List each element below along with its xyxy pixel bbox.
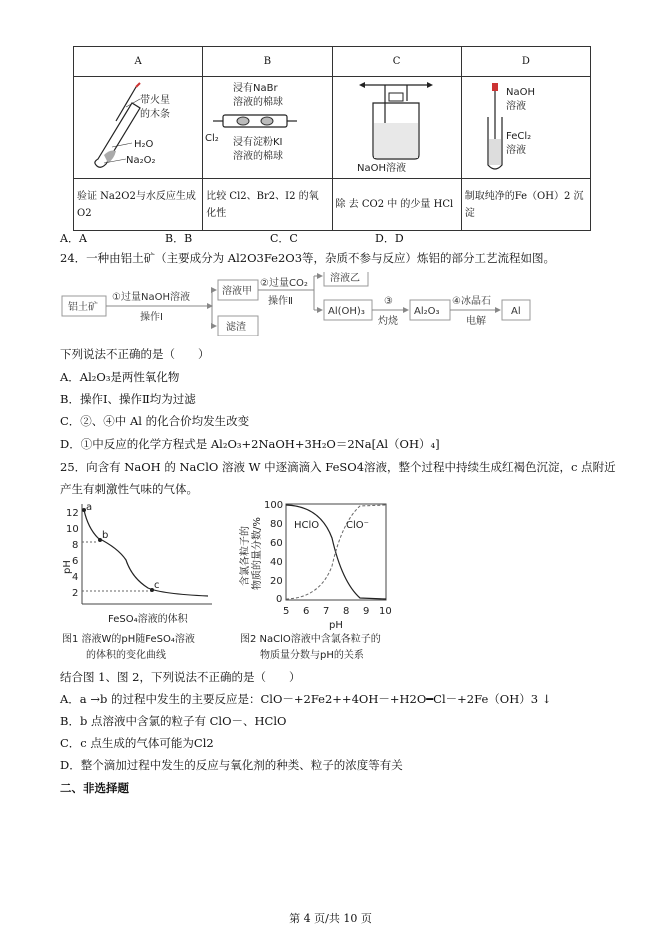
fig1-ytick-10: 10 (66, 524, 79, 535)
q23-choice-c[interactable]: C．C (270, 232, 298, 245)
fig1-ylabel: pH (62, 560, 73, 574)
q24-option-b[interactable]: B．操作Ⅰ、操作Ⅱ均为过滤 (60, 392, 196, 406)
label-a-2: 的木条 (140, 109, 171, 120)
label-b-3: Cl₂ (205, 133, 220, 144)
fig1-caption-2: 的体积的变化曲线 (86, 650, 166, 661)
flow-op2: 操作Ⅱ (268, 296, 293, 307)
fig2-ytick-100: 100 (264, 500, 284, 511)
fig1-ytick-6: 6 (72, 556, 79, 567)
label-b-4: 浸有淀粉KI (233, 137, 283, 148)
flow-sol-b: 溶液乙 (330, 273, 360, 284)
q24-flow-diagram (60, 272, 540, 336)
apparatus-d (461, 77, 590, 179)
fig2-ytick-20: 20 (270, 576, 283, 587)
flow-sol-a: 溶液甲 (222, 286, 252, 297)
label-d-3: FeCl₂ (505, 131, 532, 142)
fig2-ytick-80: 80 (270, 519, 283, 530)
q23-choices (60, 230, 480, 246)
q25-prompt: 结合图 1、图 2，下列说法不正确的是（ ） (60, 670, 301, 684)
q24-option-c[interactable]: C．②、④中 Al 的化合价均发生改变 (60, 414, 250, 428)
desc-a: 验证 Na2O2与水反应生成 O2 (74, 179, 203, 231)
q24-option-d[interactable]: D．①中反应的化学方程式是 Al₂O₃+2NaOH+3H₂O＝2Na[Al（OH）₄] (60, 437, 440, 451)
flow-al: Al (511, 306, 521, 317)
fe-hydroxide-tube-diagram (462, 77, 590, 175)
label-b-1: 浸有NaBr (233, 83, 278, 94)
flow-op1: 操作Ⅰ (140, 312, 163, 323)
fig2-xtick-10: 10 (379, 606, 392, 617)
flow-step4: ④冰晶石 (452, 296, 491, 307)
flow-step1: ①过量NaOH溶液 (112, 292, 190, 303)
label-a-1: 带火星 (140, 95, 171, 106)
q25-stem-1: 25．向含有 NaOH 的 NaClO 溶液 W 中逐滴滴入 FeSO4溶液，整个过程中持续生成红褐色沉淀，c 点附近 (60, 460, 616, 474)
fig1-ytick-2: 2 (72, 588, 79, 599)
fig2-xlabel: pH (329, 620, 343, 631)
halogen-tube-diagram (203, 77, 331, 175)
q23-choice-b[interactable]: B．B (165, 232, 193, 245)
test-tube-splint-diagram (74, 77, 202, 175)
label-c-1: NaOH溶液 (356, 163, 406, 174)
apparatus-a (74, 77, 203, 179)
fig2-xtick-8: 8 (343, 606, 350, 617)
fig2-ytick-40: 40 (270, 557, 283, 568)
fig1-ph-curve (84, 510, 208, 596)
flow-burn: 灼烧 (378, 316, 398, 327)
q25-option-d[interactable]: D．整个滴加过程中发生的反应与氧化剂的种类、粒子的浓度等有关 (60, 758, 403, 772)
flow-residue: 滤渣 (226, 322, 246, 333)
fig1-ytick-4: 4 (72, 572, 79, 583)
flow-electro: 电解 (466, 316, 486, 327)
flow-step3: ③ (384, 296, 393, 307)
fig2-series-hclo: HClO (294, 520, 320, 531)
fig2-caption-2: 物质量分数与pH的关系 (260, 650, 364, 661)
flow-ore: 铝土矿 (68, 302, 98, 313)
header-c: C (332, 47, 461, 77)
label-a-3: H₂O (134, 139, 154, 150)
gas-wash-bottle-diagram (333, 77, 461, 175)
desc-c: 除 去 CO2 中 的少量 HCl (332, 179, 461, 231)
flow-step2: ②过量CO₂ (260, 278, 308, 289)
fig2-xtick-9: 9 (363, 606, 370, 617)
label-d-4: 溶液 (505, 145, 526, 156)
desc-d: 制取纯净的Fe（OH）2 沉淀 (461, 179, 590, 231)
q25-option-c[interactable]: C．c 点生成的气体可能为Cl2 (60, 736, 214, 750)
q23-options-table (73, 46, 591, 231)
flow-aloh: Al(OH)₃ (328, 306, 365, 317)
fig1-ytick-8: 8 (72, 540, 79, 551)
header-b: B (203, 47, 332, 77)
flow-al2o3: Al₂O₃ (414, 306, 440, 317)
fig2-ylabel-1: 含氯各粒子的 (240, 526, 251, 586)
fig2-xtick-6: 6 (303, 606, 310, 617)
fig1-ytick-12: 12 (66, 508, 79, 519)
header-d: D (461, 47, 590, 77)
q25-figure-2 (236, 498, 416, 670)
q23-choice-d[interactable]: D．D (375, 232, 404, 245)
apparatus-b (203, 77, 332, 179)
fig1-label-a: a (86, 502, 93, 513)
label-b-2: 溶液的棉球 (233, 97, 284, 108)
fig1-xlabel: FeSO₄溶液的体积 (108, 614, 188, 625)
fig1-caption-1: 图1 溶液W的pH随FeSO₄溶液 (62, 634, 195, 645)
q24-stem: 24．一种由铝土矿（主要成分为 Al2O3Fe2O3等，杂质不参与反应）炼铝的部分工艺流程如图。 (60, 251, 556, 265)
label-d-1: NaOH (505, 87, 535, 98)
q25-stem-2: 产生有刺激性气味的气体。 (60, 482, 198, 496)
desc-b: 比较 Cl2、Br2、I2 的氧化性 (203, 179, 332, 231)
fig2-xtick-7: 7 (323, 606, 330, 617)
fig2-series-clo: ClO⁻ (346, 520, 369, 531)
q25-option-b[interactable]: B．b 点溶液中含氯的粒子有 ClO－、HClO (60, 714, 287, 728)
header-a: A (74, 47, 203, 77)
section-heading: 二、非选择题 (60, 781, 129, 795)
fig2-caption-1: 图2 NaClO溶液中含氯各粒子的 (240, 634, 381, 645)
fig2-xtick-5: 5 (283, 606, 290, 617)
label-b-5: 溶液的棉球 (233, 151, 284, 162)
q25-option-a[interactable]: A．a →b 的过程中发生的主要反应是：ClO－+2Fe2++4OH－+H2O━Cl－+2Fe（OH）3 ↓ (60, 692, 552, 706)
q24-prompt: 下列说法不正确的是（ ） (60, 347, 210, 361)
fig2-ytick-0: 0 (276, 594, 283, 605)
label-a-4: Na₂O₂ (126, 155, 156, 166)
apparatus-c (332, 77, 461, 179)
fig1-label-b: b (102, 530, 109, 541)
fig2-ylabel-2: 物质的量分数/% (252, 517, 263, 590)
fig1-label-c: c (154, 580, 160, 591)
q25-figure-1 (58, 500, 238, 670)
page-footer: 第 4 页/共 10 页 (289, 912, 372, 925)
q24-option-a[interactable]: A．Al₂O₃是两性氧化物 (60, 370, 180, 384)
q23-choice-a[interactable]: A．A (60, 232, 87, 245)
label-d-2: 溶液 (505, 101, 526, 112)
fig2-ytick-60: 60 (270, 538, 283, 549)
